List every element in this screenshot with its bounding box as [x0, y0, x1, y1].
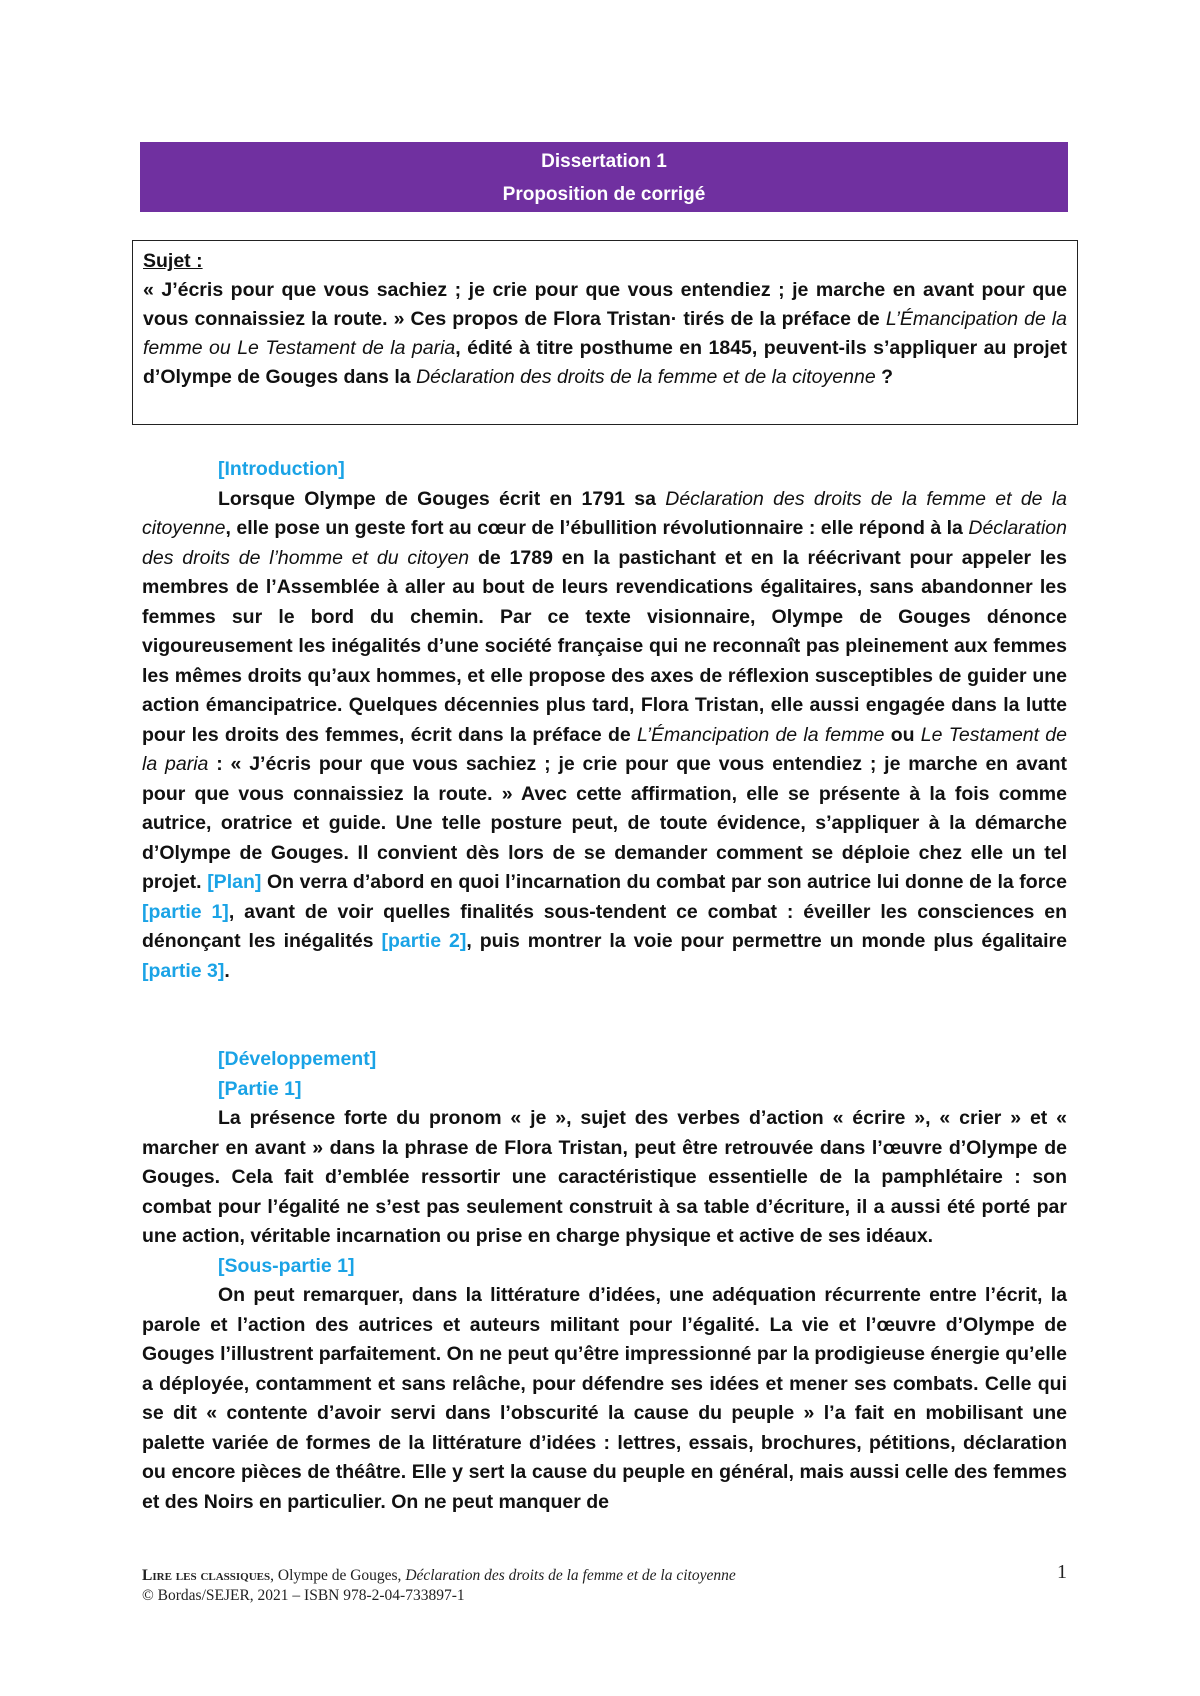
intro-work-title: Le Testament de la paria: [142, 723, 1067, 775]
intro-work-title: L’Émancipation de la femme: [636, 723, 885, 746]
intro-text: ou: [884, 723, 921, 746]
development-marker: [Développement]: [218, 1048, 377, 1070]
page-number: 1: [1057, 1561, 1067, 1583]
subject-text-3: ?: [875, 366, 894, 388]
intro-work-title: Déclaration des droits de la femme et de la citoyenne: [142, 487, 1067, 539]
introduction-marker: [Introduction]: [218, 458, 345, 480]
part-1-heading: [Partie 1]: [218, 1077, 302, 1100]
essay-body: [142, 455, 1067, 1517]
intro-text: : « J’écris pour que vous sachiez ; je crie pour que vous entendiez ; je marche en avant pour que vous connaissiez la route. » Avec cette affirmation, elle se présente à la fois comme autrice, oratrice et guide. Une telle posture peut, de toute évidence, s’appliquer à la démarche d’Olympe de Gouges. Il convient dès lors de se demander comment se déploie chez elle un tel projet.: [142, 753, 1067, 893]
footer-author: , Olympe de Gouges,: [270, 1567, 406, 1584]
subpart-1-heading: [Sous-partie 1]: [218, 1254, 355, 1277]
partie-1-marker: [partie 1]: [142, 900, 229, 923]
subject-text-1: « J’écris pour que vous sachiez ; je crie pour que vous entendiez ; je marche en avant pour que vous connaissiez la route. » Ces propos de Flora Tristan· tirés de la préface de: [143, 279, 1067, 330]
subject-box: [132, 240, 1078, 425]
partie-3-marker: [partie 3]: [142, 959, 225, 982]
subject-label: Sujet :: [143, 250, 203, 272]
introduction-paragraph: [142, 485, 1067, 987]
plan-marker: [Plan]: [207, 871, 262, 893]
intro-text: , elle pose un geste fort au cœur de l’ébullition révolutionnaire : elle répond à la: [225, 517, 969, 539]
subject-text-2: , édité à titre posthume en 1845, peuvent-ils s’appliquer au projet d’Olympe de Gouges dans la: [143, 337, 1067, 388]
footer-copyright: © Bordas/SEJER, 2021 – ISBN 978-2-04-733897-1: [142, 1587, 465, 1604]
intro-text: , avant de voir quelles finalités sous-tendent ce combat : éveiller les consciences en dénonçant les inégalités: [142, 900, 1067, 952]
title-banner: [140, 142, 1068, 212]
intro-text: Lorsque Olympe de Gouges écrit en 1791 sa: [218, 487, 666, 510]
banner-subtitle: Proposition de corrigé: [502, 184, 706, 205]
intro-text: de 1789 en la pastichant et en la réécrivant pour appeler les membres de l’Assemblée à aller au bout de leurs revendications égalitaires, sans abandonner les femmes sur le bord du chemin. Par ce texte visionnaire, Olympe de Gouges dénonce vigoureusement les inégalités d’une société française qui ne reconnaît pas pleinement aux femmes les mêmes droits qu’aux hommes, et elle propose des axes de réflexion susceptibles de guider une action émancipatrice. Quelques décennies plus tard, Flora Tristan, elle aussi engagée dans la lutte pour les droits des femmes, écrit dans la préface de: [142, 546, 1067, 746]
footer-work: Déclaration des droits de la femme et de la citoyenne: [405, 1567, 736, 1584]
subject-work-title-1: L’Émancipation de la femme ou Le Testament de la paria: [143, 308, 1067, 359]
footer-series: Lire les classiques: [142, 1567, 271, 1584]
partie-2-marker: [partie 2]: [381, 930, 467, 952]
footer-citation: [142, 1567, 736, 1585]
banner-title: Dissertation 1: [541, 151, 667, 172]
intro-text: On verra d’abord en quoi l’incarnation du combat par son autrice lui donne de la force: [261, 871, 1067, 893]
section-spacer: [142, 986, 1067, 1045]
intro-text: , puis montrer la voie pour permettre un monde plus égalitaire: [466, 930, 1067, 952]
intro-text: .: [224, 959, 230, 982]
subject-work-title-2: Déclaration des droits de la femme et de la citoyenne: [416, 366, 876, 388]
subpart-1-paragraph: On peut remarquer, dans la littérature d’idées, une adéquation récurrente entre l’écrit, la parole et l’action des autrices et auteurs militant pour l’égalité. La vie et l’œuvre d’Olympe de Gouges l’illustrent parfaitement. On ne peut qu’être impressionné par la prodigieuse énergie qu’elle a déployée, contamment et sans relâche, pour défendre ses idées et mener ses combats. Celle qui se dit « contente d’avoir servi dans l’obscurité la cause du peuple » l’a fait en mobilisant une palette variée de formes de la littérature d’idées : lettres, essais, brochures, pétitions, déclaration ou encore pièces de théâtre. Elle y sert la cause du peuple en général, mais aussi celle des femmes et des Noirs en particulier. On ne peut manquer de: [142, 1284, 1067, 1513]
page-footer: [142, 1561, 1067, 1605]
intro-work-title: Déclaration des droits de l’homme et du citoyen: [142, 517, 1067, 569]
part-1-paragraph: La présence forte du pronom « je », sujet des verbes d’action « écrire », « crier » et « marcher en avant » dans la phrase de Flora Tristan, peut être retrouvée dans l’œuvre d’Olympe de Gouges. Cela fait d’emblée ressortir une caractéristique essentielle de la pamphlétaire : son combat pour l’égalité ne s’est pas seulement construit à sa table d’écriture, il a aussi été porté par une action, véritable incarnation ou prise en charge physique et active de ses idéaux.: [142, 1107, 1067, 1247]
